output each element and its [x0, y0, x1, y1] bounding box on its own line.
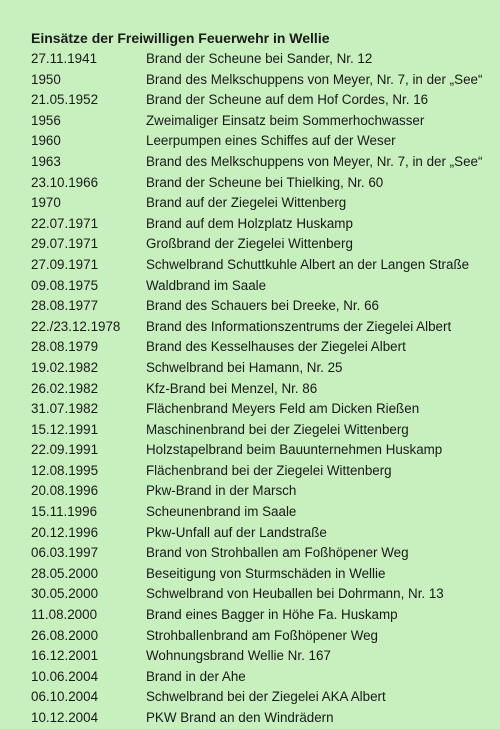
- entry-event: Schwelbrand bei Hamann, Nr. 25: [146, 359, 343, 375]
- list-item: [31, 317, 500, 338]
- entry-date: 29.07.1971: [31, 236, 99, 252]
- entry-event: Beseitigung von Sturmschäden in Wellie: [146, 565, 386, 581]
- entry-event: Brand des Melkschuppens von Meyer, Nr. 7, in der „See“: [146, 71, 483, 87]
- entry-date: 28.08.1977: [31, 298, 99, 314]
- entry-date: 19.02.1982: [31, 359, 99, 375]
- list-item: [31, 420, 500, 441]
- entry-event: Brand des Kesselhauses der Ziegelei Albert: [146, 339, 406, 355]
- entry-event: Leerpumpen eines Schiffes auf der Weser: [146, 133, 396, 149]
- list-item: [31, 502, 500, 523]
- entry-event: Brand in der Ahe: [146, 668, 246, 684]
- entry-date: 09.08.1975: [31, 277, 99, 293]
- list-item: [31, 255, 500, 276]
- entry-date: 15.11.1996: [31, 504, 98, 520]
- entry-event: Brand des Melkschuppens von Meyer, Nr. 7, in der „See“: [146, 153, 483, 169]
- list-item: [31, 440, 500, 461]
- list-item: [31, 90, 500, 111]
- list-item: [31, 646, 500, 667]
- entry-date: 22./23.12.1978: [31, 318, 121, 334]
- entry-event: Brand auf der Ziegelei Wittenberg: [146, 195, 347, 211]
- entry-event: Schwelbrand Schuttkuhle Albert an der Langen Straße: [146, 256, 470, 272]
- list-item: [31, 564, 500, 585]
- entry-date: 10.06.2004: [31, 668, 99, 684]
- entry-event: Strohballenbrand am Foßhöpener Weg: [146, 627, 378, 643]
- entry-date: 20.08.1996: [31, 483, 99, 499]
- entry-event: Holzstapelbrand beim Bauunternehmen Huskamp: [146, 442, 443, 458]
- list-item: [31, 234, 500, 255]
- entry-event: Brand auf dem Holzplatz Huskamp: [146, 215, 353, 231]
- list-item: [31, 49, 500, 70]
- list-item: [31, 399, 500, 420]
- entry-date: 20.12.1996: [31, 524, 99, 540]
- entry-date: 22.09.1991: [31, 442, 99, 458]
- entry-event: Schwelbrand bei der Ziegelei AKA Albert: [146, 689, 386, 705]
- list-item: [31, 584, 500, 605]
- entry-event: Scheunenbrand im Saale: [146, 504, 297, 520]
- entry-date: 21.05.1952: [31, 92, 99, 108]
- entry-date: 31.07.1982: [31, 401, 99, 417]
- entry-date: 06.03.1997: [31, 545, 99, 561]
- entry-event: Brand des Informationszentrums der Ziegelei Albert: [146, 318, 452, 334]
- entry-event: Kfz-Brand bei Menzel, Nr. 86: [146, 380, 318, 396]
- entry-date: 26.02.1982: [31, 380, 99, 396]
- list-item: [31, 481, 500, 502]
- list-item: [31, 708, 500, 729]
- deployment-list: [31, 49, 500, 729]
- list-item: [31, 131, 500, 152]
- list-item: [31, 523, 500, 544]
- list-item: [31, 461, 500, 482]
- entry-event: Wohnungsbrand Wellie Nr. 167: [146, 648, 331, 664]
- entry-date: 28.08.1979: [31, 339, 99, 355]
- list-item: [31, 214, 500, 235]
- entry-date: 15.12.1991: [31, 421, 99, 437]
- entry-date: 11.08.2000: [31, 607, 98, 623]
- entry-event: Brand der Scheune bei Sander, Nr. 12: [146, 51, 373, 66]
- entry-event: PKW Brand an den Windrädern: [146, 710, 334, 725]
- entry-date: 16.12.2001: [31, 648, 99, 664]
- entry-date: 10.12.2004: [31, 710, 99, 725]
- entry-date: 27.09.1971: [31, 256, 99, 272]
- entry-event: Schwelbrand von Heuballen bei Dohrmann, Nr. 13: [146, 586, 444, 602]
- entry-date: 06.10.2004: [31, 689, 99, 705]
- entry-event: Brand von Strohballen am Foßhöpener Weg: [146, 545, 409, 561]
- entry-event: Brand des Schauers bei Dreeke, Nr. 66: [146, 298, 379, 314]
- entry-event: Pkw-Unfall auf der Landstraße: [146, 524, 327, 540]
- entry-date: 1956: [31, 112, 61, 128]
- list-item: [31, 667, 500, 688]
- entry-event: Brand eines Bagger in Höhe Fa. Huskamp: [146, 607, 398, 623]
- list-item: [31, 687, 500, 708]
- list-item: [31, 358, 500, 379]
- list-item: [31, 543, 500, 564]
- entry-date: 1960: [31, 133, 61, 149]
- list-item: [31, 605, 500, 626]
- entry-date: 1970: [31, 195, 61, 211]
- list-item: [31, 193, 500, 214]
- entry-date: 28.05.2000: [31, 565, 99, 581]
- entry-event: Flächenbrand Meyers Feld am Dicken Rießen: [146, 401, 420, 417]
- list-item: [31, 152, 500, 173]
- entry-event: Zweimaliger Einsatz beim Sommerhochwasser: [146, 112, 425, 128]
- list-item: [31, 379, 500, 400]
- entry-event: Großbrand der Ziegelei Wittenberg: [146, 236, 353, 252]
- list-item: [31, 173, 500, 194]
- entry-event: Brand der Scheune auf dem Hof Cordes, Nr. 16: [146, 92, 429, 108]
- list-item: [31, 276, 500, 297]
- entry-date: 22.07.1971: [31, 215, 99, 231]
- entry-date: 27.11.1941: [31, 51, 98, 66]
- entry-date: 12.08.1995: [31, 462, 99, 478]
- entry-event: Maschinenbrand bei der Ziegelei Wittenberg: [146, 421, 409, 437]
- list-item: [31, 111, 500, 132]
- list-item: [31, 296, 500, 317]
- entry-date: 1963: [31, 153, 61, 169]
- entry-date: 23.10.1966: [31, 174, 99, 190]
- entry-event: Pkw-Brand in der Marsch: [146, 483, 297, 499]
- entry-event: Waldbrand im Saale: [146, 277, 267, 293]
- entry-date: 26.08.2000: [31, 627, 99, 643]
- list-item: [31, 626, 500, 647]
- list-item: [31, 70, 500, 91]
- entry-event: Brand der Scheune bei Thielking, Nr. 60: [146, 174, 384, 190]
- entry-date: 1950: [31, 71, 61, 87]
- entry-date: 30.05.2000: [31, 586, 99, 602]
- document-title: Einsätze der Freiwilligen Feuerwehr in Wellie: [31, 30, 330, 46]
- entry-event: Flächenbrand bei der Ziegelei Wittenberg: [146, 462, 392, 478]
- list-item: [31, 337, 500, 358]
